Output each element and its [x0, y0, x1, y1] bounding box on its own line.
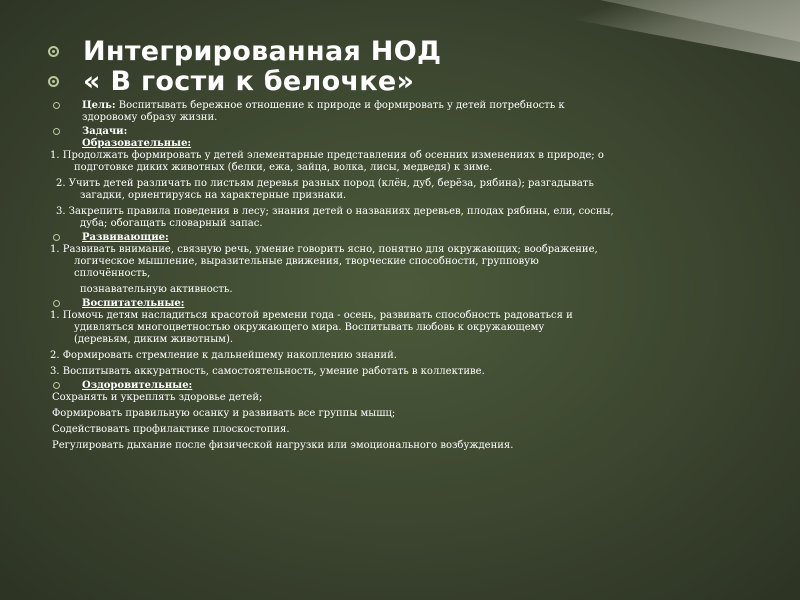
circle-bullet-icon	[48, 76, 59, 87]
upbringing-item-1-line-2: удивляться многоцветностью окружающего мира. Воспитывать любовь к окружающему	[74, 322, 545, 333]
developing-item-1	[50, 244, 690, 296]
developing-label: Развивающие:	[82, 232, 169, 243]
health-item-2	[50, 408, 690, 420]
upbringing-item-2-line-1: 2. Формировать стремление к дальнейшему накоплению знаний.	[50, 350, 397, 361]
circle-bullet-icon	[53, 102, 60, 109]
upbringing-label: Воспитательные:	[82, 298, 185, 309]
upbringing-heading	[50, 298, 690, 310]
circle-bullet-icon	[53, 300, 60, 307]
title-line-1	[48, 36, 441, 67]
developing-line-2: логическое мышление, выразительные движения, творческие способности, групповую	[74, 256, 539, 267]
health-item-2-text: Формировать правильную осанку и развивать все группы мышц;	[52, 408, 396, 419]
circle-bullet-icon	[53, 234, 60, 241]
upbringing-item-1-line-3: (деревьям, диким животным).	[74, 334, 234, 345]
developing-heading	[50, 232, 690, 244]
educational-heading	[50, 138, 690, 150]
educational-item-1-line-2: подготовке диких животных (белки, ежа, зайца, волка, лисы, медведя) к зиме.	[74, 162, 493, 173]
tasks-heading	[50, 126, 690, 138]
educational-label: Образовательные:	[82, 138, 192, 149]
educational-item-2-line-2: загадки, ориентируясь на характерные признаки.	[80, 190, 347, 201]
title-text-2: « В гости к белочке»	[83, 66, 415, 97]
health-heading	[50, 380, 690, 392]
health-item-3-text: Содействовать профилактике плоскостопия.	[52, 424, 290, 435]
upbringing-item-3-line-1: 3. Воспитывать аккуратность, самостоятельность, умение работать в коллективе.	[50, 366, 485, 377]
health-label: Оздоровительные:	[82, 380, 193, 391]
educational-item-2-line-1: 2. Учить детей различать по листьям деревья разных пород (клён, дуб, берёза, рябина); разгадывать	[56, 178, 594, 189]
circle-bullet-icon	[53, 382, 60, 389]
title-text-1: Интегрированная НОД	[83, 36, 442, 67]
goal-label: Цель:	[82, 100, 116, 111]
goal-text-2: здоровому образу жизни.	[82, 112, 218, 123]
educational-item-3-line-1: 3. Закрепить правила поведения в лесу; знания детей о названиях деревьев, плодах рябины, ели, сосны,	[56, 206, 614, 217]
educational-item-3	[50, 206, 690, 230]
tasks-label: Задачи:	[82, 126, 128, 137]
upbringing-item-3	[50, 366, 690, 378]
upbringing-item-2	[50, 350, 690, 362]
health-item-4-text: Регулировать дыхание после физической нагрузки или эмоционального возбуждения.	[52, 440, 514, 451]
educational-item-3-line-2: дуба; обогащать словарный запас.	[80, 218, 263, 229]
developing-line-4: познавательную активность.	[80, 284, 233, 295]
upbringing-item-1	[50, 310, 690, 346]
title-line-2	[48, 66, 414, 97]
goal-paragraph	[50, 100, 690, 124]
educational-item-1	[50, 150, 690, 174]
slide-content	[50, 100, 690, 452]
health-item-4	[50, 440, 690, 452]
developing-line-1: 1. Развивать внимание, связную речь, умение говорить ясно, понятно для окружающих; воображение,	[50, 244, 598, 255]
educational-item-2	[50, 178, 690, 202]
health-item-1	[50, 392, 690, 404]
circle-bullet-icon	[48, 46, 59, 57]
developing-line-3: сплочённость,	[74, 268, 151, 279]
health-item-1-text: Сохранять и укреплять здоровье детей;	[52, 392, 263, 403]
upbringing-item-1-line-1: 1. Помочь детям насладиться красотой времени года - осень, развивать способность радоваться и	[50, 310, 573, 321]
goal-text-1: Воспитывать бережное отношение к природе и формировать у детей потребность к	[115, 100, 565, 111]
circle-bullet-icon	[53, 128, 60, 135]
educational-item-1-line-1: 1. Продолжать формировать у детей элементарные представления об осенних изменениях в природе; о	[50, 150, 604, 161]
health-item-3	[50, 424, 690, 436]
